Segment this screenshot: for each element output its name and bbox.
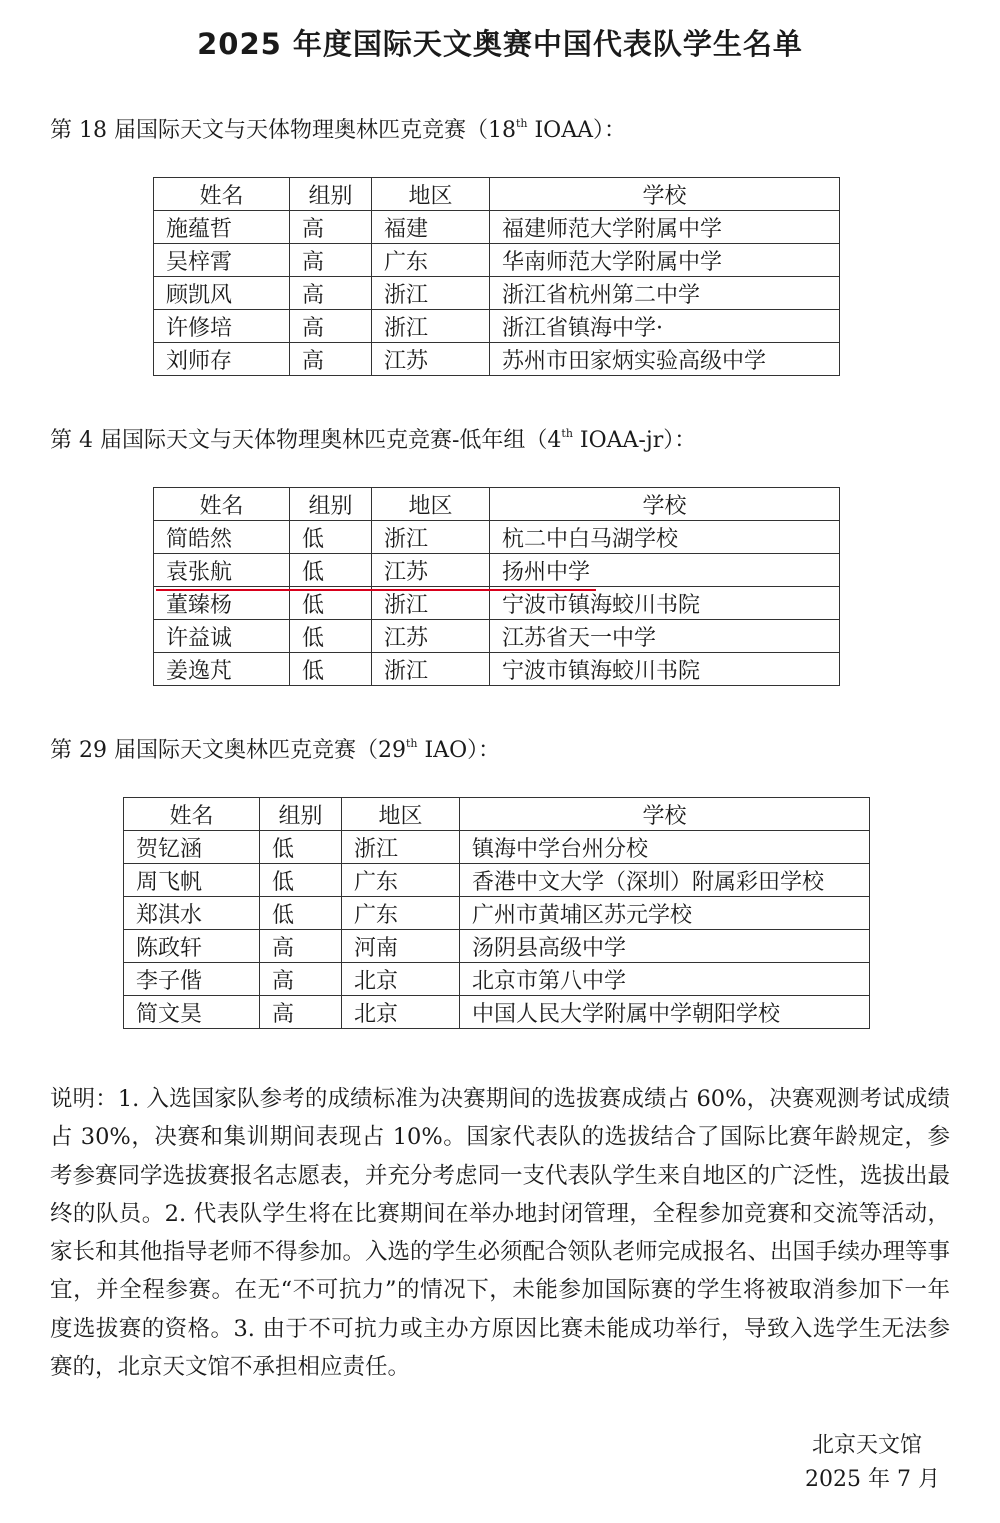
table-cell: 高 (290, 343, 372, 376)
table-cell: 低 (260, 897, 342, 930)
page-title: 2025 年度国际天文奥赛中国代表队学生名单 (197, 27, 803, 61)
table-row (154, 211, 840, 244)
table-cell: 广东 (342, 864, 460, 897)
table-cell: 浙江 (342, 831, 460, 864)
notes-paragraph: 说明：1. 入选国家队参考的成绩标准为决赛期间的选拔赛成绩占 60%，决赛观测考试成绩占 30%，决赛和集训期间表现占 10%。国家代表队的选拔结合了国际比赛年龄规定，参考参赛同学选拔赛报名志愿表，并充分考虑同一支代表队学生来自地区的广泛性，选拔出最终的队员。2. 代表队学生将在比赛期间在举办地封闭管理，全程参加竞赛和交流等活动，家长和其他指导老师不得参加。入选的学生必须配合领队老师完成报名、出国手续办理等事宜，并全程参赛。在无“不可抗力”的情况下，未能参加国际赛的学生将被取消参加下一年度选拔赛的资格。3. 由于不可抗力或主办方原因比赛未能成功举行，导致入选学生无法参赛的，北京天文馆不承担相应责任。 (50, 1086, 951, 1381)
section-1-heading (50, 113, 626, 144)
table-row (124, 897, 870, 930)
section-1-heading-text: 第 18 届国际天文与天体物理奥林匹克竞赛（18 (50, 118, 516, 143)
table-cell: 华南师范大学附属中学 (490, 244, 840, 277)
section-3-heading-text: 第 29 届国际天文奥林匹克竞赛（29 (50, 738, 406, 763)
table-row (154, 587, 840, 620)
table-cell: 郑淇水 (124, 897, 260, 930)
table-cell: 简皓然 (154, 521, 290, 554)
column-header: 姓名 (124, 798, 260, 831)
ioaa-roster-table (153, 177, 840, 376)
table-row (124, 963, 870, 996)
table-cell: 江苏省天一中学 (490, 620, 840, 653)
table-cell: 浙江省杭州第二中学 (490, 277, 840, 310)
table-row (154, 620, 840, 653)
table-cell: 顾凯风 (154, 277, 290, 310)
table-row (154, 277, 840, 310)
table-cell: 福建 (372, 211, 490, 244)
ioaa-jr-roster-table (153, 487, 840, 686)
table-cell: 低 (290, 620, 372, 653)
table-cell: 北京市第八中学 (460, 963, 870, 996)
table-cell: 镇海中学台州分校 (460, 831, 870, 864)
table-cell: 浙江省镇海中学· (490, 310, 840, 343)
table-cell: 广东 (372, 244, 490, 277)
table-row (154, 244, 840, 277)
column-header: 姓名 (154, 178, 290, 211)
section-3-heading (50, 733, 500, 764)
column-header: 地区 (372, 488, 490, 521)
table-header-row (154, 178, 840, 211)
table-cell: 低 (290, 554, 372, 587)
table-cell: 江苏 (372, 343, 490, 376)
table-cell: 许益诚 (154, 620, 290, 653)
table-cell: 宁波市镇海蛟川书院 (490, 653, 840, 686)
table-cell: 陈政轩 (124, 930, 260, 963)
column-header: 地区 (372, 178, 490, 211)
table-cell: 河南 (342, 930, 460, 963)
table-cell: 北京 (342, 996, 460, 1029)
table-cell: 浙江 (372, 587, 490, 620)
table-cell: 高 (260, 963, 342, 996)
table-row (124, 930, 870, 963)
table-cell: 贺钇涵 (124, 831, 260, 864)
table-cell: 广州市黄埔区苏元学校 (460, 897, 870, 930)
table-cell: 浙江 (372, 277, 490, 310)
table-header-row (124, 798, 870, 831)
section-2-heading (50, 423, 696, 454)
table-cell: 汤阴县高级中学 (460, 930, 870, 963)
table-row (124, 831, 870, 864)
table-cell: 江苏 (372, 620, 490, 653)
table-row (154, 310, 840, 343)
table-cell: 低 (290, 587, 372, 620)
section-3-heading-sup: th (405, 737, 418, 750)
column-header: 学校 (460, 798, 870, 831)
table-cell: 中国人民大学附属中学朝阳学校 (460, 996, 870, 1029)
table-cell: 浙江 (372, 310, 490, 343)
table-cell: 扬州中学 (490, 554, 840, 587)
column-header: 组别 (290, 488, 372, 521)
table-cell: 姜逸芃 (154, 653, 290, 686)
table-cell: 香港中文大学（深圳）附属彩田学校 (460, 864, 870, 897)
table-cell: 宁波市镇海蛟川书院 (490, 587, 840, 620)
table-cell: 江苏 (372, 554, 490, 587)
table-cell: 低 (290, 653, 372, 686)
table-cell: 高 (290, 310, 372, 343)
table-row (154, 653, 840, 686)
signature-org: 北京天文馆 (812, 1433, 923, 1458)
table-header-row (154, 488, 840, 521)
table-cell: 高 (290, 211, 372, 244)
iao-roster-table (123, 797, 870, 1029)
table-row (154, 343, 840, 376)
section-2-heading-suffix: IOAA-jr）： (572, 428, 697, 453)
table-cell: 高 (290, 277, 372, 310)
table-cell: 低 (290, 521, 372, 554)
table-cell: 杭二中白马湖学校 (490, 521, 840, 554)
table-cell: 吴梓霄 (154, 244, 290, 277)
table-cell: 周飞帆 (124, 864, 260, 897)
table-cell: 低 (260, 831, 342, 864)
table-row (154, 521, 840, 554)
table-cell: 许修培 (154, 310, 290, 343)
column-header: 组别 (260, 798, 342, 831)
table-cell: 低 (260, 864, 342, 897)
table-row (124, 864, 870, 897)
table-cell: 福建师范大学附属中学 (490, 211, 840, 244)
section-2-heading-text: 第 4 届国际天文与天体物理奥林匹克竞赛-低年组（4 (50, 428, 562, 453)
table-cell: 简文昊 (124, 996, 260, 1029)
table-cell: 高 (260, 930, 342, 963)
table-cell: 浙江 (372, 521, 490, 554)
table-cell: 北京 (342, 963, 460, 996)
section-1-heading-suffix: IOAA）： (527, 118, 626, 143)
table-cell: 李子偕 (124, 963, 260, 996)
red-underline-annotation (156, 589, 596, 591)
table-row (124, 996, 870, 1029)
table-cell: 刘师存 (154, 343, 290, 376)
column-header: 学校 (490, 488, 840, 521)
column-header: 姓名 (154, 488, 290, 521)
column-header: 地区 (342, 798, 460, 831)
section-3-heading-suffix: IAO）： (417, 738, 501, 763)
table-cell: 苏州市田家炳实验高级中学 (490, 343, 840, 376)
section-1-heading-sup: th (515, 117, 528, 130)
signature-date: 2025 年 7 月 (805, 1467, 940, 1492)
table-cell: 施蕴哲 (154, 211, 290, 244)
column-header: 组别 (290, 178, 372, 211)
column-header: 学校 (490, 178, 840, 211)
table-cell: 广东 (342, 897, 460, 930)
table-cell: 高 (260, 996, 342, 1029)
table-cell: 浙江 (372, 653, 490, 686)
table-row (154, 554, 840, 587)
section-2-heading-sup: th (561, 427, 573, 440)
table-cell: 董臻杨 (154, 587, 290, 620)
table-cell: 袁张航 (154, 554, 290, 587)
table-cell: 高 (290, 244, 372, 277)
